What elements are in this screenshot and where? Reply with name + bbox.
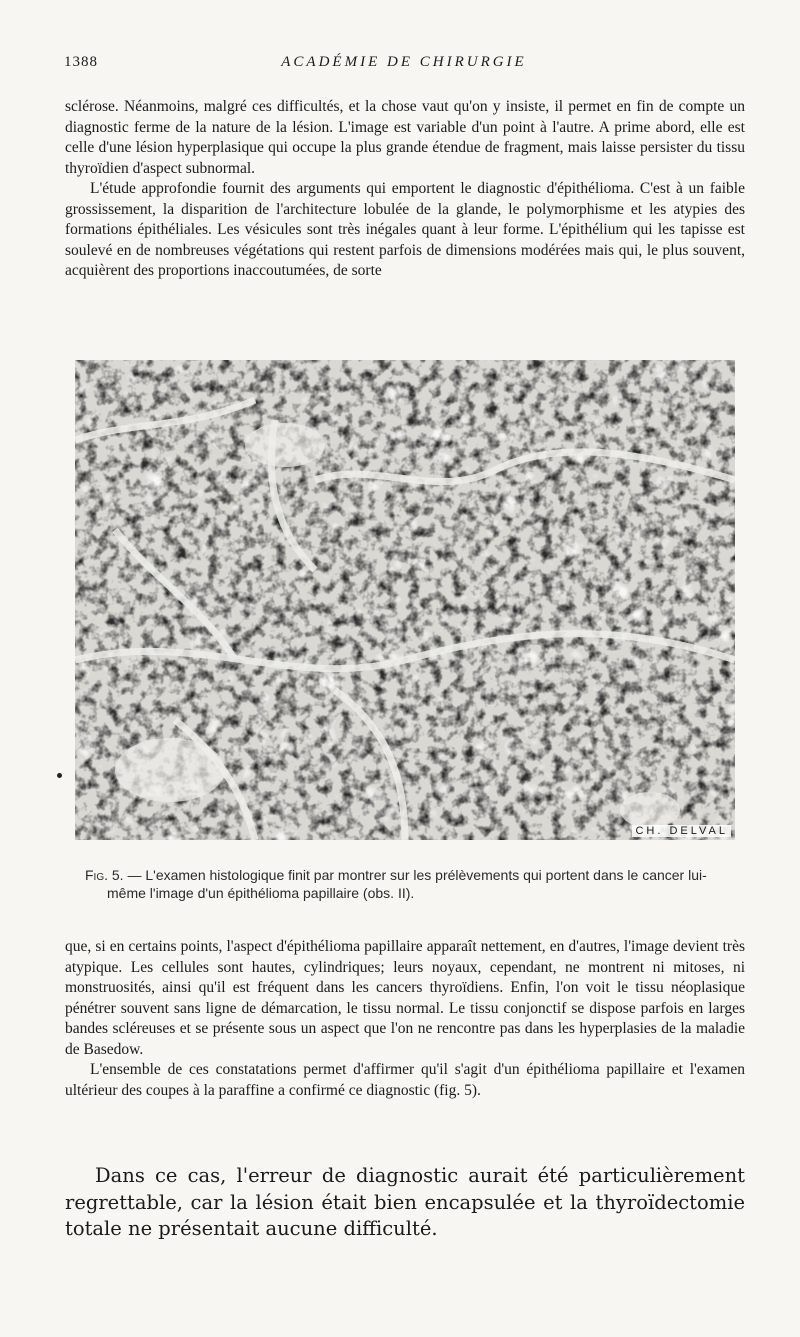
micrograph-image bbox=[75, 360, 735, 840]
page-header bbox=[64, 54, 744, 74]
illustrator-signature: CH. DELVAL bbox=[632, 825, 731, 837]
caption-body: — L'examen histologique finit par montrer sur les prélèvements qui portent dans le cancer lui-même l'image d'un épithélioma papillaire (obs. II). bbox=[107, 867, 707, 901]
summary-paragraph: Dans ce cas, l'erreur de diagnostic aurait été particulièrement regrettable, car la lésion était bien encapsulée et la thyroïdectomie totale ne présentait aucune difficulté. bbox=[65, 1164, 745, 1240]
paragraph: L'étude approfondie fournit des arguments qui emportent le diagnostic d'épithélioma. C'est à un faible grossissement, la disparition de l'architecture lobulée de la glande, le polymorphisme et les atypies des formations épithéliales. Les vésicules sont très inégales quant à leur forme. L'épithélium qui les tapisse est soulevé en de nombreuses végétations qui restent parfois de dimensions modérées mais qui, le plus souvent, acquièrent des proportions inaccoutumées, de sorte bbox=[65, 180, 745, 279]
paragraph: que, si en certains points, l'aspect d'épithélioma papillaire apparaît nettement, en d'autres, l'image devient très atypique. Les cellules sont hautes, cylindriques; leurs noyaux, cependant, ne montrent ni mitoses, ni monstruosités, ainsi qu'il est fréquent dans les cancers thyroïdiens. Enfin, l'on voit le tissu néoplasique pénétrer souvent sans ligne de démarcation, le tissu normal. Le tissu conjonctif se dispose parfois en larges bandes scléreuses et se présente sous un aspect que l'on ne rencontre pas dans les hyperplasies de la maladie de Basedow. bbox=[65, 938, 745, 1058]
paragraph: sclérose. Néanmoins, malgré ces difficultés, et la chose vaut qu'on y insiste, il permet en fin de compte un diagnostic ferme de la nature de la lésion. L'image est variable d'un point à l'autre. A prime abord, elle est celle d'une lésion hyperplasique qui occupe la plus grande étendue de fragment, mais laisse persister du tissu thyroïdien d'aspect subnormal. bbox=[65, 98, 745, 177]
body-text-bottom bbox=[65, 937, 745, 1101]
margin-dot bbox=[57, 773, 62, 778]
body-text-top bbox=[65, 97, 745, 282]
figure-label: Fig. 5. bbox=[85, 867, 124, 883]
paragraph: L'ensemble de ces constatations permet d'affirmer qu'il s'agit d'un épithélioma papillaire et l'examen ultérieur des coupes à la paraffine a confirmé ce diagnostic (fig. 5). bbox=[65, 1061, 745, 1099]
figure-caption bbox=[85, 866, 745, 902]
histology-micrograph bbox=[75, 360, 735, 840]
running-title: ACADÉMIE DE CHIRURGIE bbox=[281, 54, 527, 70]
page-number: 1388 bbox=[64, 54, 98, 70]
caption-text bbox=[85, 866, 745, 902]
